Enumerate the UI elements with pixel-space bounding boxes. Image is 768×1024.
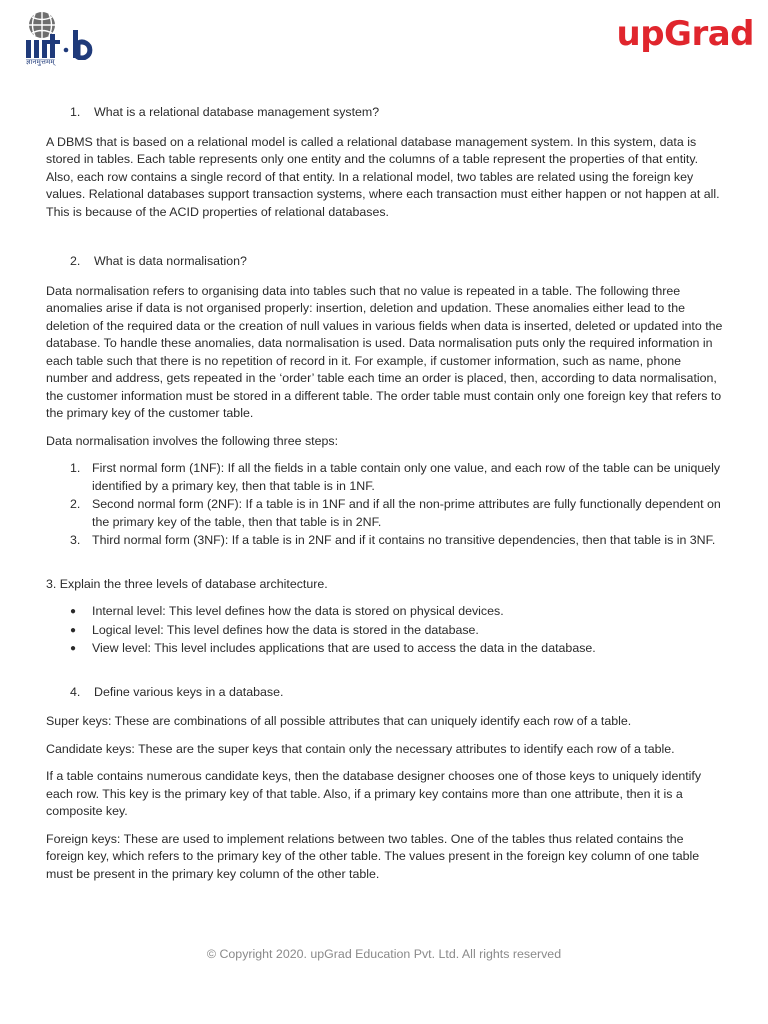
question-number: 2. xyxy=(70,254,81,268)
document-body xyxy=(46,104,724,893)
primary-key-paragraph: If a table contains numerous candidate keys, then the database designer chooses one of those keys to uniquely identify each row. This key is the primary key of that table. Also, if a primary key contains more than one attribute, then it is a composite key. xyxy=(46,769,702,818)
list-number: 2. xyxy=(70,497,81,511)
question-text: What is a relational database management system? xyxy=(94,105,380,119)
question-number: 1. xyxy=(70,105,81,119)
upgrad-logo: upGrad xyxy=(616,14,754,54)
candidate-keys-paragraph: Candidate keys: These are the super keys that contain only the necessary attributes to identify each row of a table. xyxy=(46,741,675,756)
list-item xyxy=(46,532,724,550)
list-item-text: Third normal form (3NF): If a table is in 2NF and if it contains no transitive dependencies, then that table is in 3NF. xyxy=(92,533,716,547)
list-item xyxy=(46,640,724,658)
copyright-footer: © Copyright 2020. upGrad Education Pvt. Ltd. All rights reserved xyxy=(206,947,562,961)
list-item-text: First normal form (1NF): If all the fields in a table contain only one value, and each row of the table can be uniquely identified by a primary key, then that table is in 1NF. xyxy=(92,461,721,493)
foreign-keys-paragraph: Foreign keys: These are used to implement relations between two tables. One of the tables thus related contains the foreign key, which refers to the primary key of the other table. The values present in the foreign key column of one table must be present in the primary key column of the other table. xyxy=(46,831,700,881)
bullet-icon: ● xyxy=(70,624,77,636)
architecture-levels-list xyxy=(46,603,724,658)
bullet-icon: ● xyxy=(70,606,77,617)
answer-2-paragraph: Data normalisation refers to organising data into tables such that no value is repeated in a table. The following three anomalies arise if data is not organised properly: insertion, deletion and updation. These anomalies either lead to the deletion of the required data or the creation of null values in various fields when data is inserted, deleted or updated into the database. To handle these anomalies, data normalisation is used. Data normalisation puts only the required information in each table such that there is no repetition of record in it. For example, if customer information, such as name, phone number and address, gets repeated in the ‘order’ table each time an order is placed, then, according to data normalisation, the customer information must be stored in a different table. The order table must contain only one foreign key that refers to the primary key of the customer table. xyxy=(46,283,723,420)
question-1-heading xyxy=(46,104,724,122)
list-item xyxy=(46,603,724,621)
iiitb-logo-mark xyxy=(24,10,104,60)
super-keys-paragraph: Super keys: These are combinations of all possible attributes that can uniquely identify each row of a table. xyxy=(46,714,632,728)
list-number: 1. xyxy=(70,461,81,475)
question-4-heading xyxy=(46,684,724,702)
question-2-heading xyxy=(46,253,724,271)
list-item-text: View level: This level includes applications that are used to access the data in the database. xyxy=(92,641,596,655)
list-item-text: Logical level: This level defines how the data is stored in the database. xyxy=(92,622,479,637)
question-3-heading: 3. Explain the three levels of database architecture. xyxy=(46,576,328,591)
steps-intro: Data normalisation involves the following three steps: xyxy=(46,433,339,448)
list-item xyxy=(46,460,724,495)
list-number: 3. xyxy=(70,533,81,547)
list-item xyxy=(46,622,724,640)
bullet-icon: ● xyxy=(70,643,77,654)
list-item-text: Second normal form (2NF): If a table is in 1NF and if all the non-prime attributes are fully functionally dependent on the primary key of the table, then that table is in 2NF. xyxy=(92,497,721,529)
normalisation-steps-list xyxy=(46,460,724,550)
list-item-text: Internal level: This level defines how the data is stored on physical devices. xyxy=(92,604,504,618)
iiitb-logo xyxy=(24,10,104,72)
iiitb-logo-tagline: ज्ञानमुत्तमम् xyxy=(26,59,55,66)
question-text: Define various keys in a database. xyxy=(94,684,284,699)
question-number: 4. xyxy=(70,684,81,699)
answer-1-paragraph: A DBMS that is based on a relational model is called a relational database management system. In this system, data is stored in tables. Each table represents only one entity and the columns of a table represent the properties of that entity. Also, each row contains a single record of that entity. In a relational model, two tables are related using the foreign key values. Relational databases support transaction systems, where each transaction must either happen or not happen at all. This is because of the ACID properties of relational databases. xyxy=(46,134,720,219)
question-text: What is data normalisation? xyxy=(94,254,247,268)
list-item xyxy=(46,496,724,531)
